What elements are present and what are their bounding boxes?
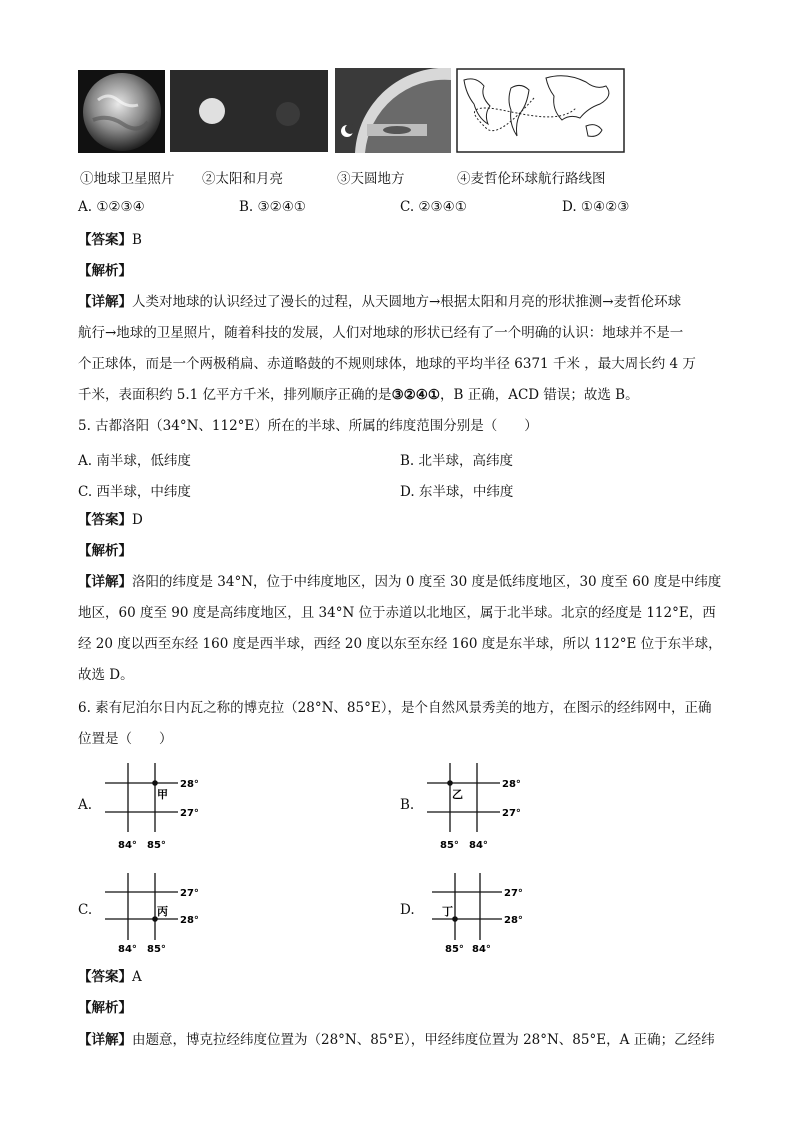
q6-question-line-1: 6. 素有尼泊尔日内瓦之称的博克拉（28°N、85°E），是个自然风景秀美的地方，在图示的经纬网中，正确 [78,700,712,716]
q4-option-c: C. ②③④① [400,199,467,215]
sun-and-moon-photo [170,70,328,152]
grid-point-label: 丁 [442,905,453,918]
grid-lon-right: 85° [147,840,166,851]
q5-option-a: A. 南半球，低纬度 [78,453,191,469]
q4-option-d: D. ①④②③ [562,199,630,215]
q4-detail-line-4: 千米，表面积约 5.1 亿平方千米，排列顺序正确的是③②④①，B 正确，ACD 错误；故选 B。 [78,387,639,403]
q5-detail-line-3: 经 20 度以西至东经 160 度是西半球，西经 20 度以东至东经 160 度是东半球，所以 112°E 位于东半球， [78,636,722,652]
grid-point-label: 丙 [157,905,168,918]
detail-label: 【详解】 [78,574,132,590]
q5-option-c: C. 西半球，中纬度 [78,484,191,500]
grid-point-label: 乙 [452,788,463,801]
caption-magellan: ④麦哲伦环球航行路线图 [457,171,606,187]
q6-question-line-2: 位置是（ ） [78,731,173,747]
q5-answer [78,510,143,530]
q5-analysis-label: 【解析】 [78,543,132,559]
grid-lon-right: 84° [472,944,491,955]
grid-lon-left: 85° [440,840,459,851]
q6-option-a-label: A. [78,797,93,813]
grid-lon-right: 84° [469,840,488,851]
q5-detail-line-4: 故选 D。 [78,667,134,683]
q6-option-c-label: C. [78,902,93,918]
q4-option-b: B. ③②④① [239,199,306,215]
q4-analysis-label: 【解析】 [78,263,132,279]
q6-answer [78,967,142,987]
q6-grid-a [100,760,210,855]
grid-lat-top: 27° [504,888,523,899]
q6-grid-b [422,760,532,855]
grid-lat-bottom: 28° [504,915,523,926]
answer-value: B [132,232,142,248]
answer-value: A [132,969,142,985]
grid-lon-left: 84° [118,840,137,851]
answer-value: D [132,512,143,528]
q6-grid-d [422,870,532,960]
q5-option-b: B. 北半球，高纬度 [400,453,514,469]
q4-detail-line-2: 航行→地球的卫星照片，随着科技的发展，人们对地球的形状已经有了一个明确的认识：地球并不是一 [78,325,684,341]
q6-analysis-label: 【解析】 [78,1000,132,1016]
answer-label: 【答案】 [78,969,132,985]
caption-sun-moon: ②太阳和月亮 [202,171,283,187]
q5-detail-line-2: 地区，60 度至 90 度是高纬度地区，且 34°N 位于赤道以北地区，属于北半球。北京的经度是 112°E，西 [78,605,716,621]
caption-round-sky: ③天圆地方 [337,171,405,187]
answer-label: 【答案】 [78,232,132,248]
earth-satellite-photo [78,70,165,153]
caption-satellite-photo: ①地球卫星照片 [80,171,175,187]
q4-detail-line-1: 【详解】人类对地球的认识经过了漫长的过程，从天圆地方→根据太阳和月亮的形状推测→麦哲伦环球 [78,294,682,310]
q5-question: 5. 古都洛阳（34°N、112°E）所在的半球、所属的纬度范围分别是（ ） [78,418,538,434]
q6-grid-c [100,870,210,960]
detail-bold-order: ③②④① [391,387,440,403]
grid-point-label: 甲 [157,788,168,801]
grid-lat-top: 28° [502,779,521,790]
detail-label: 【详解】 [78,1032,132,1048]
q6-detail-line-1: 【详解】由题意，博克拉经纬度位置为（28°N、85°E），甲经纬度位置为 28°N、85°E，A 正确；乙经纬 [78,1032,715,1048]
q4-answer [78,230,142,250]
round-sky-square-earth-image [335,68,451,153]
grid-lat-top: 27° [180,888,199,899]
q6-option-d-label: D. [400,902,415,918]
q5-detail-line-1: 【详解】洛阳的纬度是 34°N，位于中纬度地区，因为 0 度至 30 度是低纬度地区，30 度至 60 度是中纬度 [78,574,722,590]
q4-option-a: A. ①②③④ [78,199,145,215]
grid-lat-bottom: 27° [502,808,521,819]
q5-option-d: D. 东半球，中纬度 [400,484,514,500]
grid-lat-bottom: 27° [180,808,199,819]
grid-lat-bottom: 28° [180,915,199,926]
detail-label: 【详解】 [78,294,132,310]
grid-lat-top: 28° [180,779,199,790]
q6-option-b-label: B. [400,797,415,813]
magellan-route-map [456,68,625,153]
grid-lon-left: 85° [445,944,464,955]
q4-detail-line-3: 个正球体，而是一个两极稍扁、赤道略鼓的不规则球体，地球的平均半径 6371 千米 ，最大周长约 4 万 [78,356,696,372]
grid-lon-right: 85° [147,944,166,955]
answer-label: 【答案】 [78,512,132,528]
grid-lon-left: 84° [118,944,137,955]
